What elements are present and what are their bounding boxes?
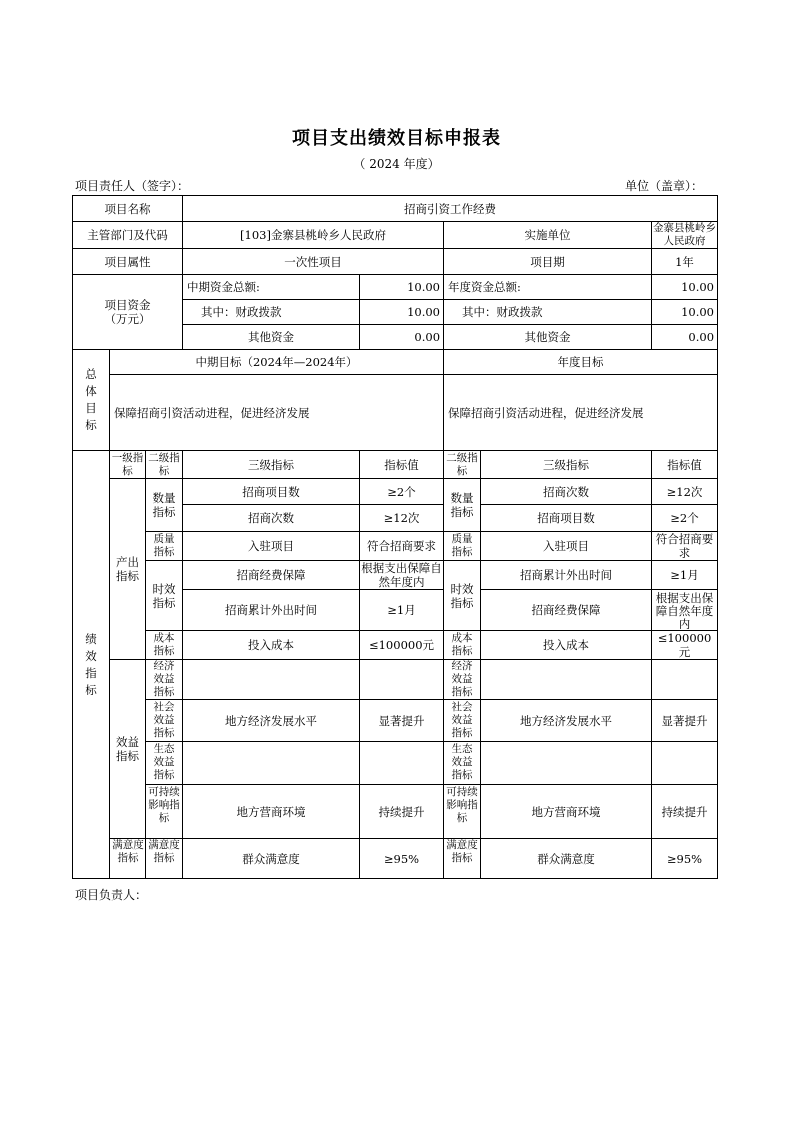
- quality-label-mid: [146, 532, 183, 561]
- quality-label-year-text: 质量指标: [451, 533, 473, 558]
- level3-header-year: 三级指标: [481, 451, 652, 479]
- year-quality-value: [652, 532, 718, 561]
- year-q1-value: ≥12次: [652, 479, 718, 505]
- year-quality-value-text: 符合招商要求: [655, 532, 714, 560]
- mid-t2-name: 招商累计外出时间: [183, 590, 360, 631]
- year-q1-name: 招商次数: [481, 479, 652, 505]
- perf-indicator-label: [73, 451, 110, 879]
- year-goal-text: 保障招商引资活动进程，促进经济发展: [444, 375, 718, 451]
- year-t1-name: 招商累计外出时间: [481, 561, 652, 590]
- mid-cost-name: 投入成本: [183, 631, 360, 660]
- mid-total-value: 10.00: [360, 275, 444, 300]
- mid-social-name: 地方经济发展水平: [183, 700, 360, 742]
- mid-cost-value: ≤100000元: [360, 631, 444, 660]
- mid-goal-text: 保障招商引资活动进程，促进经济发展: [110, 375, 444, 451]
- impl-unit-value: 金寨县桃岭乡人民政府: [653, 222, 717, 247]
- year-fiscal-value: 10.00: [652, 300, 718, 325]
- year-t2-value: [652, 590, 718, 631]
- social-label-year: [444, 700, 481, 742]
- cost-label-mid: [146, 631, 183, 660]
- year-economic-name: [481, 660, 652, 700]
- project-name-label: 项目名称: [73, 196, 183, 222]
- attr-label: 项目属性: [73, 249, 183, 275]
- mid-social-value: 显著提升: [360, 700, 444, 742]
- mid-q1-name: 招商项目数: [183, 479, 360, 505]
- year-q2-name: 招商项目数: [481, 505, 652, 532]
- project-lead-label: 项目负责人：: [75, 888, 148, 902]
- level2-header-mid: 二级指标: [146, 451, 183, 479]
- social-label-year-text: 社会效益指标: [451, 700, 473, 739]
- year-cost-name: 投入成本: [481, 631, 652, 660]
- attr-value: 一次性项目: [183, 249, 444, 275]
- mid-t1-value-text: 根据支出保障自然年度内: [361, 561, 442, 589]
- level2-header-year: 二级指标: [444, 451, 481, 479]
- page-title: 项目支出绩效目标申报表: [292, 128, 501, 149]
- year-sustainable-name: 地方营商环境: [481, 785, 652, 839]
- fund-unit-text: （万元）: [104, 312, 151, 326]
- overall-goal-label: [73, 350, 110, 451]
- mid-q1-value: ≥2个: [360, 479, 444, 505]
- satisfaction-l1-label: [110, 839, 146, 879]
- sustainable-label-year: [444, 785, 481, 839]
- ecological-label-year-text: 生态效益指标: [451, 743, 473, 781]
- time-label-year-text: 时效指标: [450, 581, 474, 610]
- ecological-label-year: [444, 742, 481, 785]
- mid-satisfaction-value: ≥95%: [360, 839, 444, 879]
- year-t1-value: ≥1月: [652, 561, 718, 590]
- period-value: 1年: [652, 249, 718, 275]
- quality-label-mid-text: 质量指标: [153, 533, 175, 558]
- impl-unit-label: 实施单位: [444, 222, 652, 249]
- year-satisfaction-name: 群众满意度: [481, 839, 652, 879]
- mid-economic-name: [183, 660, 360, 700]
- economic-label-year: [444, 660, 481, 700]
- satisfaction-label-mid: [146, 839, 183, 879]
- satisfaction-label-year: [444, 839, 481, 879]
- year-economic-value: [652, 660, 718, 700]
- economic-label-mid-text: 经济效益指标: [153, 660, 175, 698]
- economic-label-mid: [146, 660, 183, 700]
- mid-sustainable-name: 地方营商环境: [183, 785, 360, 839]
- year-ecological-value: [652, 742, 718, 785]
- year-quality-name: 入驻项目: [481, 532, 652, 561]
- ecological-label-mid: [146, 742, 183, 785]
- mid-t1-value: [360, 561, 444, 590]
- year-goal-header: 年度目标: [444, 350, 718, 375]
- value-header-mid: 指标值: [360, 451, 444, 479]
- sustainable-label-year-text: 可持续影响指标: [446, 785, 478, 824]
- year-cost-value: ≤100000元: [652, 631, 718, 660]
- mid-q2-name: 招商次数: [183, 505, 360, 532]
- year-other-value: 0.00: [652, 325, 718, 350]
- fund-label: [73, 275, 183, 350]
- unit-seal-label: 单位（盖章）：: [625, 179, 704, 193]
- social-label-mid-text: 社会效益指标: [153, 700, 175, 739]
- mid-fiscal-label: 其中：财政拨款: [183, 300, 360, 325]
- year-ecological-name: [481, 742, 652, 785]
- year-total-label: 年度资金总额:: [444, 275, 652, 300]
- time-label-mid: [146, 561, 183, 631]
- fund-label-text: 项目资金: [104, 298, 151, 312]
- benefit-indicator-label-text: 效益指标: [116, 735, 139, 763]
- mid-q2-value: ≥12次: [360, 505, 444, 532]
- satisfaction-label-mid-text: 满意度指标: [148, 839, 180, 864]
- year-satisfaction-value: ≥95%: [652, 839, 718, 879]
- year-line: （ 2024 年度）: [353, 157, 440, 171]
- time-label-year: [444, 561, 481, 631]
- quantity-label-year-text: 数量指标: [450, 491, 474, 519]
- year-fiscal-label: 其中：财政拨款: [444, 300, 652, 325]
- mid-satisfaction-name: 群众满意度: [183, 839, 360, 879]
- mid-sustainable-value: 持续提升: [360, 785, 444, 839]
- quality-label-year: [444, 532, 481, 561]
- satisfaction-l1-label-text: 满意度指标: [112, 839, 144, 864]
- sustainable-label-mid: [146, 785, 183, 839]
- mid-fiscal-value: 10.00: [360, 300, 444, 325]
- period-label: 项目期: [444, 249, 652, 275]
- sustainable-label-mid-text: 可持续影响指标: [148, 785, 180, 824]
- quantity-label-year: [444, 479, 481, 532]
- year-t2-name: 招商经费保障: [481, 590, 652, 631]
- cost-label-mid-text: 成本指标: [153, 632, 175, 657]
- benefit-indicator-label: [110, 660, 146, 839]
- year-total-value: 10.00: [652, 275, 718, 300]
- mid-ecological-name: [183, 742, 360, 785]
- mid-economic-value: [360, 660, 444, 700]
- year-social-name: 地方经济发展水平: [481, 700, 652, 742]
- perf-indicator-label-text: 绩效指标: [85, 631, 97, 697]
- year-sustainable-value: 持续提升: [652, 785, 718, 839]
- mid-total-label: 中期资金总额:: [183, 275, 360, 300]
- mid-ecological-value: [360, 742, 444, 785]
- year-social-value: 显著提升: [652, 700, 718, 742]
- time-label-mid-text: 时效指标: [152, 581, 176, 610]
- mid-quality-value: 符合招商要求: [360, 532, 444, 561]
- year-other-label: 其他资金: [444, 325, 652, 350]
- mid-goal-header: 中期目标（2024年—2024年）: [110, 350, 444, 375]
- mid-t1-name: 招商经费保障: [183, 561, 360, 590]
- overall-goal-label-text: 总体目标: [85, 367, 97, 432]
- mid-t2-value: ≥1月: [360, 590, 444, 631]
- responsible-signature-label: 项目责任人（签字）：: [75, 179, 190, 193]
- output-indicator-label-text: 产出指标: [116, 555, 139, 583]
- mid-other-value: 0.00: [360, 325, 444, 350]
- level1-header: 一级指标: [110, 451, 146, 479]
- quantity-label-mid-text: 数量指标: [152, 491, 176, 519]
- mid-other-label: 其他资金: [183, 325, 360, 350]
- economic-label-year-text: 经济效益指标: [451, 660, 473, 698]
- dept-label: 主管部门及代码: [73, 222, 183, 249]
- level3-header-mid: 三级指标: [183, 451, 360, 479]
- satisfaction-label-year-text: 满意度指标: [446, 839, 478, 864]
- project-name-value: 招商引资工作经费: [183, 196, 718, 222]
- cost-label-year: [444, 631, 481, 660]
- ecological-label-mid-text: 生态效益指标: [153, 743, 175, 781]
- dept-value: [103]金寨县桃岭乡人民政府: [183, 222, 444, 249]
- value-header-year: 指标值: [652, 451, 718, 479]
- performance-target-table: [72, 195, 718, 879]
- output-indicator-label: [110, 479, 146, 660]
- cost-label-year-text: 成本指标: [451, 632, 473, 657]
- year-q2-value: ≥2个: [652, 505, 718, 532]
- mid-quality-name: 入驻项目: [183, 532, 360, 561]
- quantity-label-mid: [146, 479, 183, 532]
- year-t2-value-text: 根据支出保障自然年度内: [655, 591, 714, 630]
- social-label-mid: [146, 700, 183, 742]
